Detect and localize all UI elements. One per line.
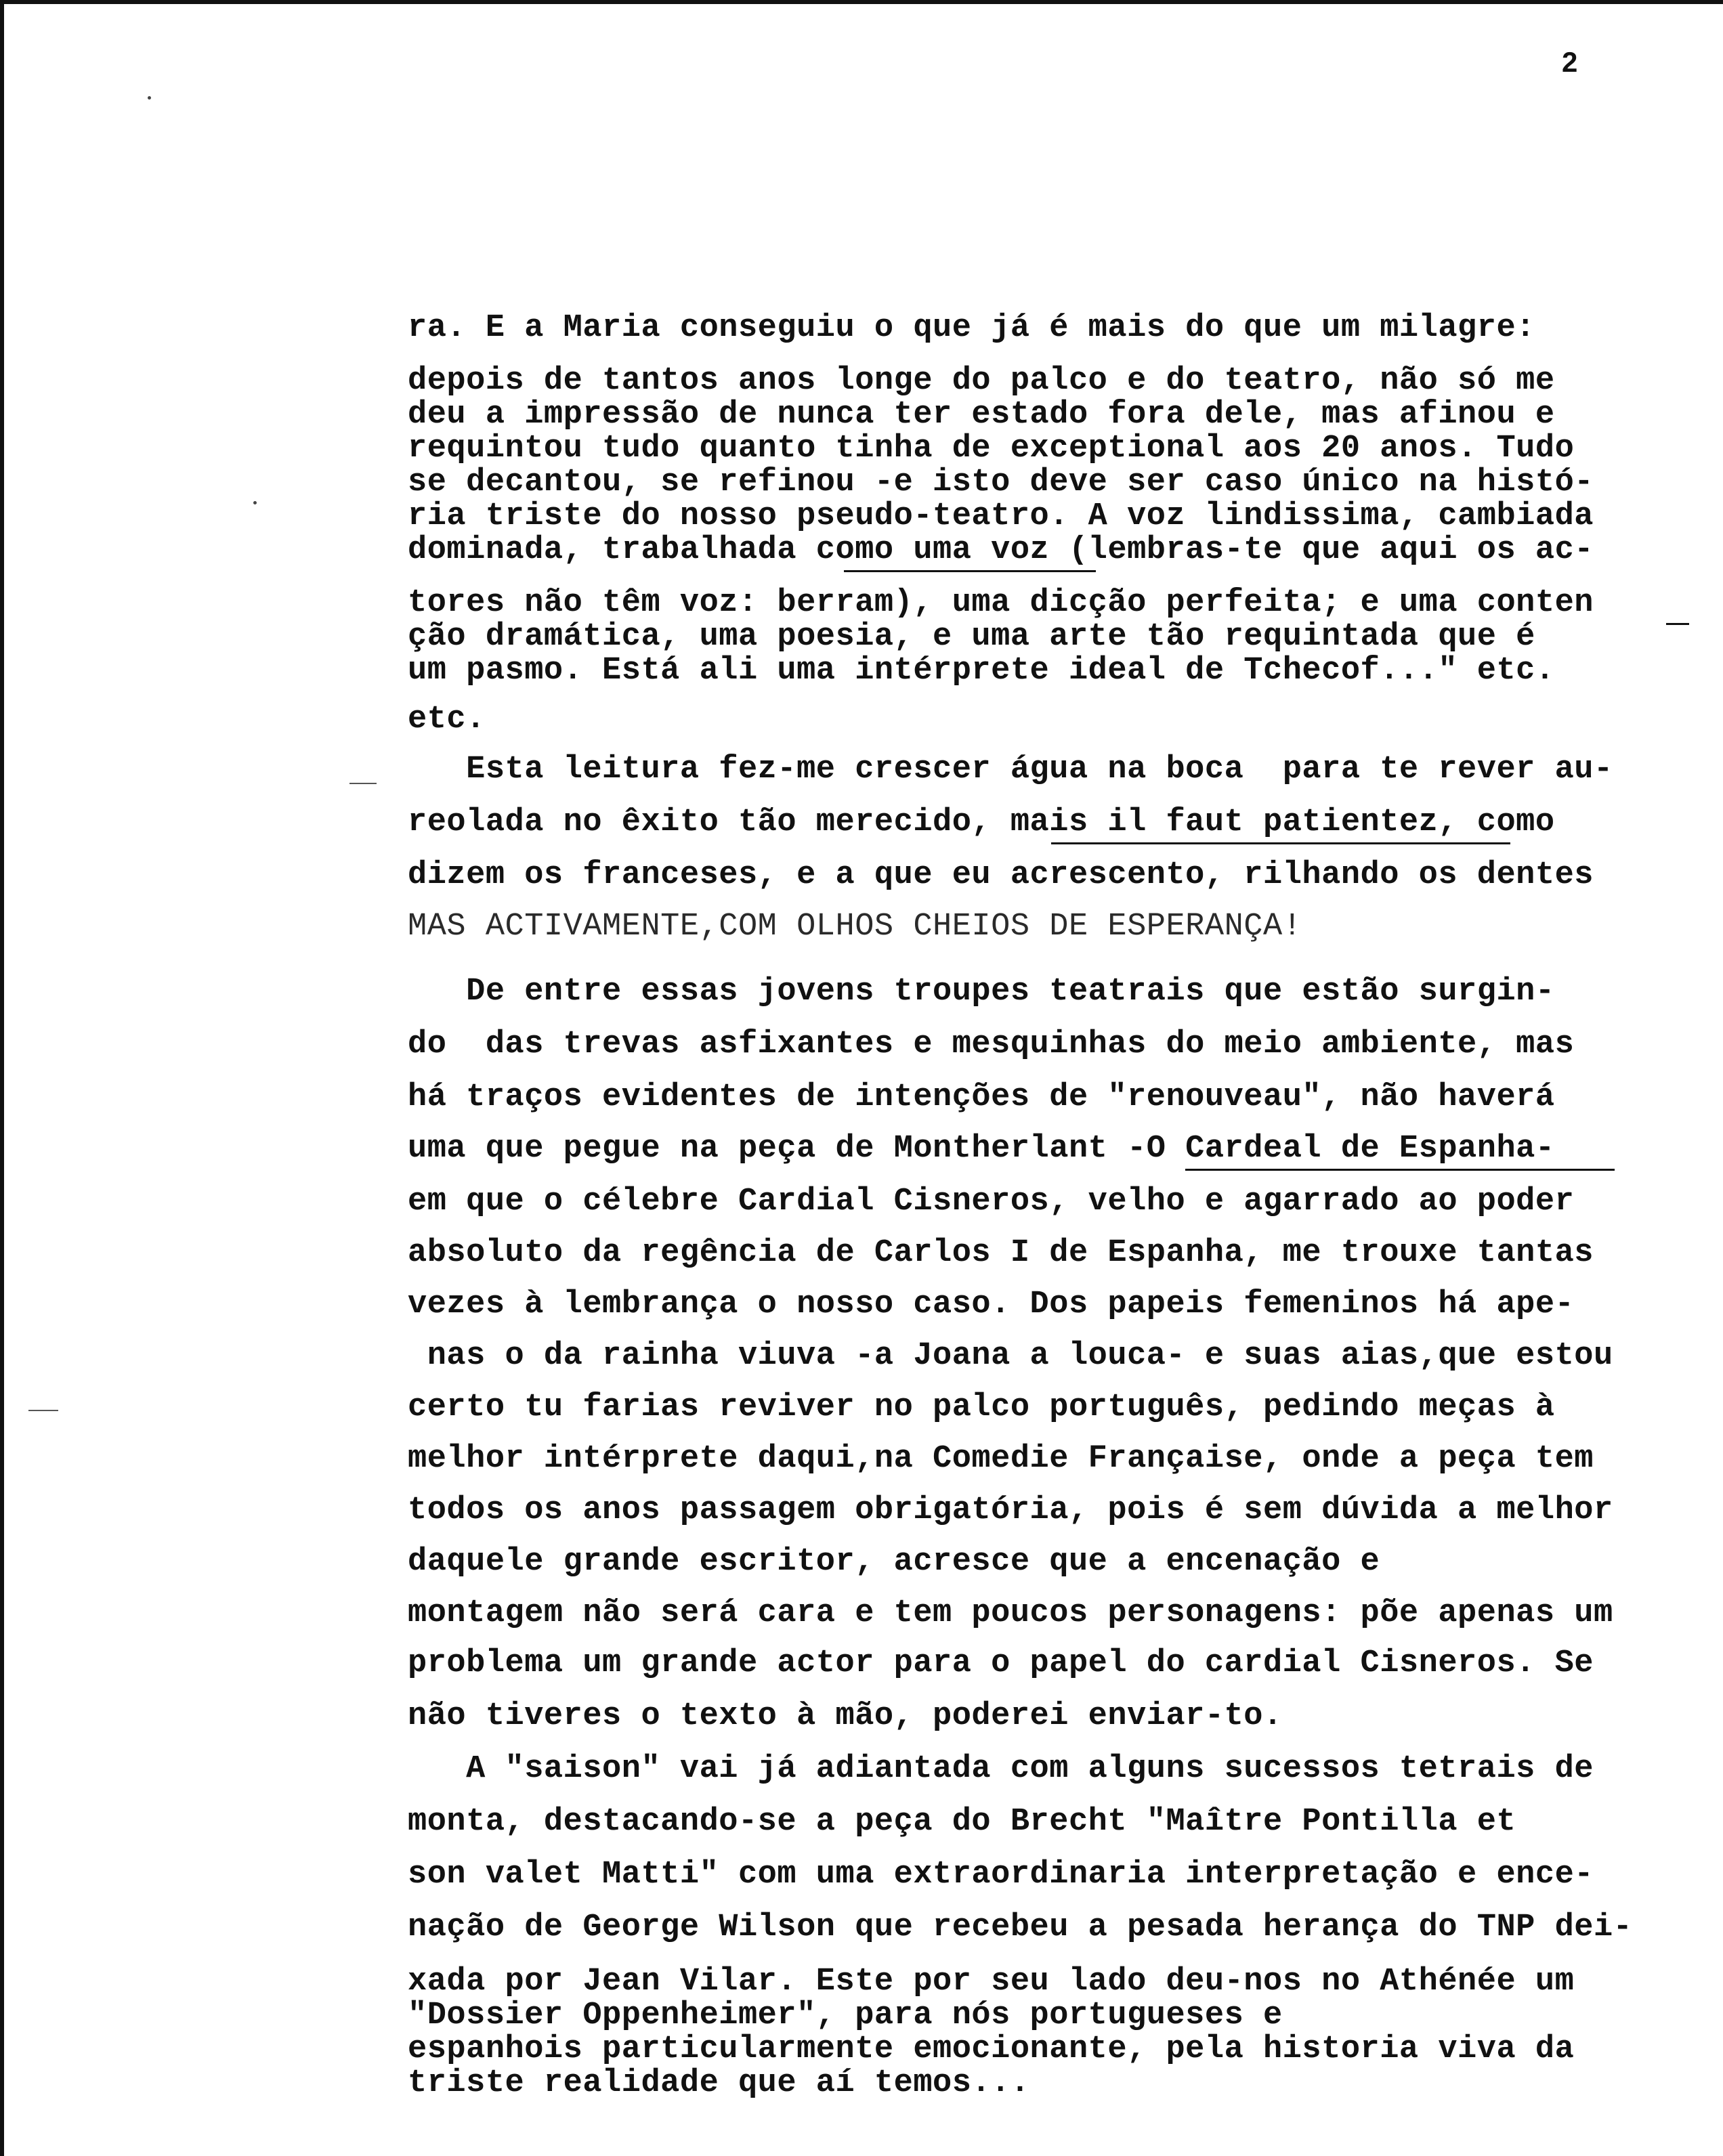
text-line: se decantou, se refinou -e isto deve ser caso único na histó- xyxy=(408,465,1594,500)
text-line: reolada no êxito tão merecido, mais il faut patientez, como xyxy=(408,804,1555,840)
text-line: De entre essas jovens troupes teatrais que estão surgin- xyxy=(408,974,1555,1010)
text-line: ra. E a Maria conseguiu o que já é mais do que um milagre: xyxy=(408,310,1535,346)
text-line: problema um grande actor para o papel do cardial Cisneros. Se xyxy=(408,1645,1594,1681)
text-line: "Dossier Oppenheimer", para nós portugueses e xyxy=(408,1998,1283,2033)
text-line: em que o célebre Cardial Cisneros, velho e agarrado ao poder xyxy=(408,1184,1575,1220)
text-line: son valet Matti" com uma extraordinaria interpretação e ence- xyxy=(408,1857,1594,1893)
margin-tick xyxy=(349,783,377,784)
text-line: certo tu farias reviver no palco português, pedindo meças à xyxy=(408,1389,1555,1425)
text-line: melhor intérprete daqui,na Comedie Française, onde a peça tem xyxy=(408,1441,1594,1477)
text-line: do das trevas asfixantes e mesquinhas do meio ambiente, mas xyxy=(408,1027,1575,1062)
text-line: Esta leitura fez-me crescer água na boca para te rever au- xyxy=(408,752,1613,788)
text-line: espanhois particularmente emocionante, pela historia viva da xyxy=(408,2031,1575,2067)
underline-cardeal-de-espanha xyxy=(1185,1169,1615,1171)
underline-conten xyxy=(1666,623,1689,625)
underline-mais-il-faut-patientez xyxy=(1051,842,1510,844)
text-line: todos os anos passagem obrigatória, pois é sem dúvida a melhor xyxy=(408,1492,1613,1528)
text-line: nas o da rainha viuva -a Joana a louca- e suas aias,que estou xyxy=(408,1338,1613,1374)
page-number: 2 xyxy=(1562,46,1578,78)
text-line: um pasmo. Está ali uma intérprete ideal de Tchecof..." etc. xyxy=(408,653,1555,689)
text-line: montagem não será cara e tem poucos personagens: põe apenas um xyxy=(408,1595,1613,1631)
text-line: monta, destacando-se a peça do Brecht "Maître Pontilla et xyxy=(408,1804,1516,1840)
text-line: ria triste do nosso pseudo-teatro. A voz lindissima, cambiada xyxy=(408,498,1594,534)
text-line: não tiveres o texto à mão, poderei enviar-to. xyxy=(408,1698,1283,1734)
text-line: ção dramática, uma poesia, e uma arte tão requintada que é xyxy=(408,619,1535,655)
text-line: dizem os franceses, e a que eu acrescento, rilhando os dentes xyxy=(408,857,1594,893)
text-line: tores não têm voz: berram), uma dicção perfeita; e uma conten xyxy=(408,585,1594,621)
text-line: xada por Jean Vilar. Este por seu lado deu-nos no Athénée um xyxy=(408,1964,1575,2000)
text-line: daquele grande escritor, acresce que a encenação e xyxy=(408,1544,1380,1580)
text-line: A "saison" vai já adiantada com alguns sucessos tetrais de xyxy=(408,1751,1594,1787)
text-line: há traços evidentes de intenções de "renouveau", não haverá xyxy=(408,1079,1555,1115)
margin-speck xyxy=(253,501,257,504)
text-line: absoluto da regência de Carlos I de Espanha, me trouxe tantas xyxy=(408,1235,1594,1271)
text-line: dominada, trabalhada como uma voz (lembras-te que aqui os ac- xyxy=(408,532,1594,568)
text-line: MAS ACTIVAMENTE,COM OLHOS CHEIOS DE ESPERANÇA! xyxy=(408,909,1302,945)
margin-tick xyxy=(28,1410,58,1411)
text-line: deu a impressão de nunca ter estado fora dele, mas afinou e xyxy=(408,397,1555,433)
text-line: etc. xyxy=(408,702,486,737)
text-line: uma que pegue na peça de Montherlant -O Cardeal de Espanha- xyxy=(408,1131,1555,1167)
text-line: vezes à lembrança o nosso caso. Dos papeis femeninos há ape- xyxy=(408,1287,1575,1322)
underline-como-uma-voz xyxy=(844,570,1096,572)
text-line: requintou tudo quanto tinha de exceptional aos 20 anos. Tudo xyxy=(408,431,1575,467)
text-line: depois de tantos anos longe do palco e do teatro, não só me xyxy=(408,363,1555,399)
text-line: nação de George Wilson que recebeu a pesada herança do TNP dei- xyxy=(408,1910,1633,1945)
text-line: triste realidade que aí temos... xyxy=(408,2065,1030,2101)
margin-speck xyxy=(148,96,151,100)
